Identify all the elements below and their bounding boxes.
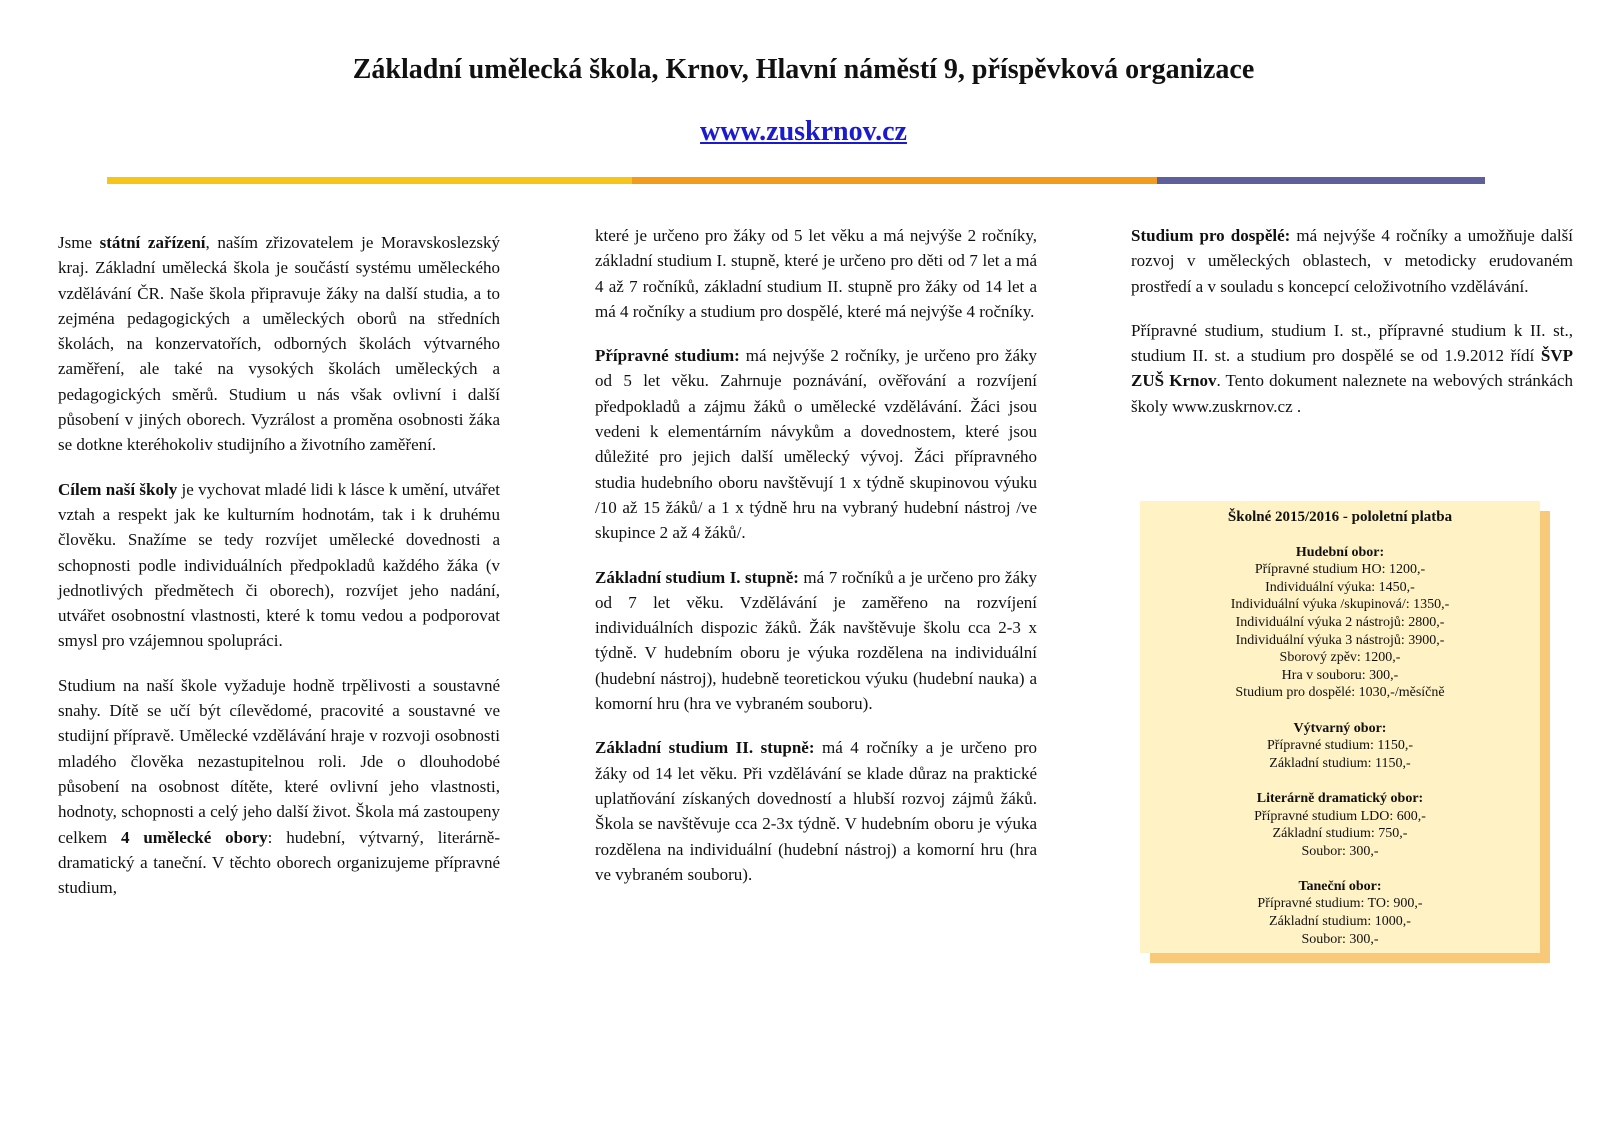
fee-item: Studium pro dospělé: 1030,-/měsíčně (1235, 685, 1445, 701)
divider-orange (632, 177, 1157, 184)
paragraph-continuation: které je určeno pro žáky od 5 let věku a má nejvýše 2 ročníky, základní studium I. stupně, které je určeno pro děti od 7 let a má 4 až 7 ročníků, základní studium II. stupně pro žáky od 14 let a má 4 ročníky a studium pro dospělé, které má nejvýše 4 ročníky. (595, 226, 1037, 321)
paragraph-study: Studium na naší škole vyžaduje hodně trpělivosti a soustavné snahy. Dítě se učí být cílevědomé, pracovité a soustavné ve studijní přípravě. Umělecké vzdělávání hraje v rozvoji osobnosti mladého člověka nezastupitelnou roli. Jde o dlouhodobé působení na osobnost dítěte, které ovlivní jeho vlastnosti, hodnoty, schopnosti a celý jeho další život. Škola má zastoupeny celkem 4 umělecké obory: hudební, výtvarný, literárně-dramatický a taneční. V těchto oborech organizujeme přípravné studium, (58, 675, 500, 898)
fee-item: Základní studium: 1000,- (1269, 914, 1411, 930)
fee-item: Základní studium: 750,- (1272, 826, 1408, 842)
text-column-3 (1131, 223, 1573, 438)
document-title: Základní umělecká škola, Krnov, Hlavní náměstí 9, příspěvková organizace (352, 54, 1255, 85)
fee-item: Individuální výuka 2 nástrojů: 2800,- (1235, 614, 1445, 630)
text-column-2 (595, 223, 1037, 906)
fee-groups (1140, 544, 1540, 949)
paragraph-svp: Přípravné studium, studium I. st., přípravné studium k II. st., studium II. st. a studium pro dospělé se od 1.9.2012 řídí ŠVP ZUŠ Krnov. Tento dokument naleznete na webových stránkách školy www.zuskrnov.cz . (1131, 320, 1574, 416)
website-link[interactable]: www.zuskrnov.cz (700, 116, 907, 147)
fee-item: Soubor: 300,- (1301, 843, 1379, 859)
fee-item: Přípravné studium HO: 1200,- (1254, 562, 1426, 578)
text-column-1 (58, 230, 500, 919)
website-link-wrap (0, 116, 1607, 148)
fee-group-heading: Výtvarný obor: (1293, 720, 1387, 736)
fee-item: Přípravné studium LDO: 600,- (1254, 808, 1426, 824)
fee-group (1140, 544, 1540, 702)
paragraph-preparatory: Přípravné studium: má nejvýše 2 ročníky, je určeno pro žáky od 5 let věku. Zahrnuje poznávání, ověřování a rozvíjení předpokladů a zájmu žáků o umělecké vzdělávání. Žáci jsou vedeni k elementárním návykům a dovednostem, které jsou důležité pro jejich další umělecký vývoj. Žáci přípravného studia hudebního oboru navštěvují 1 x týdně skupinovou výuku /10 až 15 žáků/ a 1 x týdně hru na vybraný hudební nástroj /ve skupince 2 až 4 žáků/. (595, 346, 1037, 543)
fee-item: Hra v souboru: 300,- (1281, 667, 1399, 683)
divider-yellow (107, 177, 632, 184)
fees-title: Školné 2015/2016 - pololetní platba (1227, 509, 1453, 525)
fee-group (1140, 720, 1540, 773)
fee-item: Sborový zpěv: 1200,- (1279, 650, 1401, 666)
fee-group (1140, 878, 1540, 948)
fee-item: Soubor: 300,- (1301, 931, 1379, 947)
fee-item: Individuální výuka: 1450,- (1265, 579, 1415, 595)
paragraph-adults: Studium pro dospělé: má nejvýše 4 ročníky a umožňuje další rozvoj v uměleckých oblastech, v metodicky erudovaném prostředí a v souladu s koncepcí celoživotního vzdělávání. (1131, 226, 1573, 296)
paragraph-intro: Jsme státní zařízení, naším zřizovatelem je Moravskoslezský kraj. Základní umělecká škola je součástí systému uměleckého vzdělávání ČR. Naše škola připravuje žáky na další studia, a to zejména pedagogických a uměleckých oborů na středních školách, na konzervatořích, odborných školách výtvarného zaměření, ale také na vysokých školách uměleckých a pedagogických směrů. Studium u nás však ovlivní i další působení v jiných oborech. Vyzrálost a proměna osobnosti žáka se dotkne kteréhokoliv studijního a životního zaměření. (58, 233, 501, 455)
fee-group-heading: Literárně dramatický obor: (1256, 790, 1424, 806)
fee-item: Přípravné studium: TO: 900,- (1257, 896, 1423, 912)
paragraph-basic-2: Základní studium II. stupně: má 4 ročníky a je určeno pro žáky od 14 let věku. Při vzdělávání se klade důraz na praktické uplatňování získaných dovedností a hlubší rozvoj zájmů žáků. Škola se navštěvuje cca 2-3x týdně. V hudebním oboru je výuka rozdělena na individuální (hudební nástroj) a komorní hru (hra ve vybraném souboru). (595, 738, 1037, 884)
paragraph-goal: Cílem naší školy je vychovat mladé lidi k lásce k umění, utvářet vztah a respekt jak ke kulturním hodnotám, tak i k druhému člověku. Snažíme se tedy rozvíjet umělecké dovednosti a schopnosti podle individuálních předpokladů každého žáka (v jednotlivých předmětech či oborech), rozvíjet jeho nadání, utvářet osobnostní vlastnosti, které k tomu vedou a podporovat smysl pro vzájemnou spolupráci. (58, 479, 500, 651)
fee-group-heading: Hudební obor: (1295, 544, 1385, 560)
fees-box (1140, 501, 1540, 953)
divider-purple (1157, 177, 1485, 184)
fee-group-heading: Taneční obor: (1298, 878, 1382, 894)
fee-item: Přípravné studium: 1150,- (1266, 738, 1414, 754)
fee-item: Individuální výuka /skupinová/: 1350,- (1230, 597, 1450, 613)
paragraph-basic-1: Základní studium I. stupně: má 7 ročníků a je určeno pro žáky od 7 let věku. Vzdělávání je zaměřeno na rozvíjení individuálních dispozic žáků. Žák navštěvuje školu cca 2-3 x týdně. V hudebním oboru je výuka rozdělena na individuální (hudební nástroj), hudebně teoretickou výuku (hudební nauka) a komorní hru (hra ve vybraném souboru). (595, 567, 1037, 714)
fee-item: Základní studium: 1150,- (1269, 755, 1411, 771)
fee-group (1140, 790, 1540, 860)
fee-item: Individuální výuka 3 nástrojů: 3900,- (1235, 632, 1445, 648)
